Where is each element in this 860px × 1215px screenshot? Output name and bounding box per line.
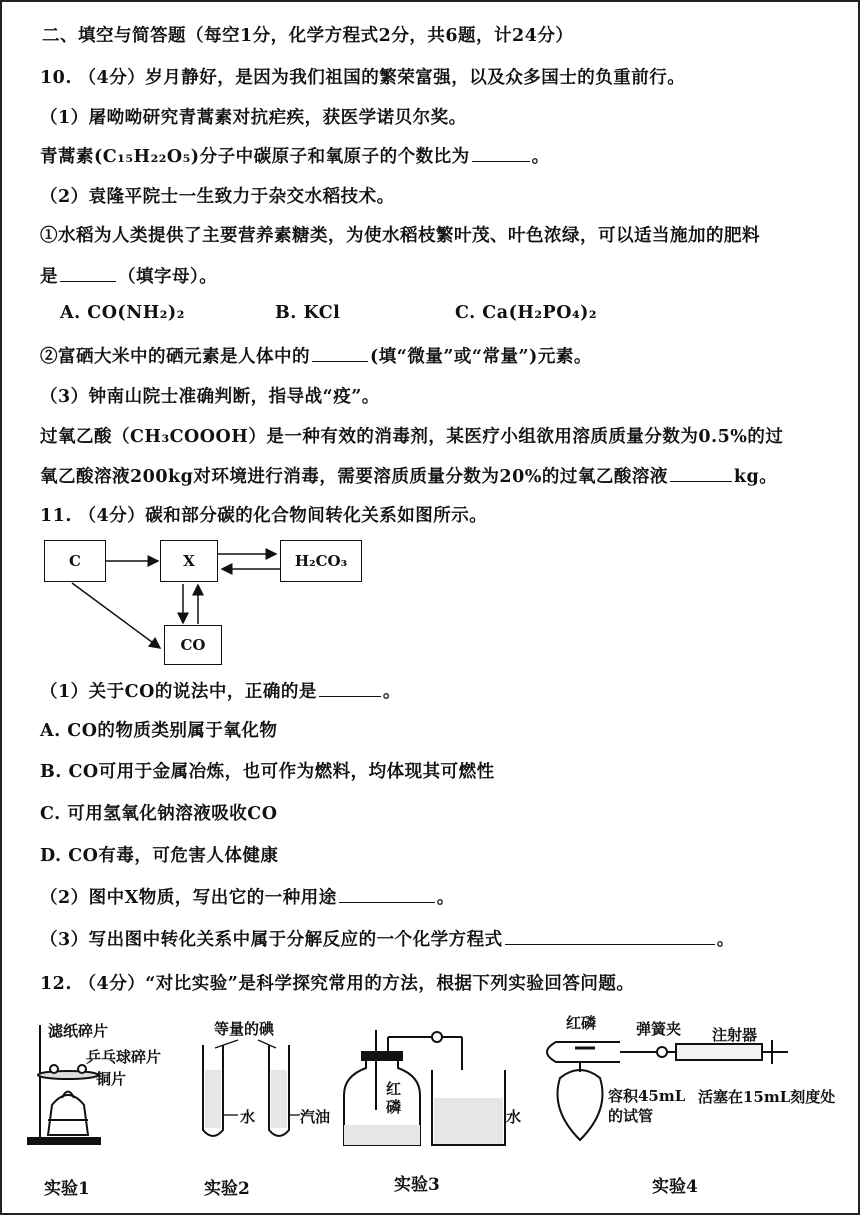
q10-part1-end: 。 — [531, 147, 550, 167]
q10-part2-q1-hint: （填字母）。 — [118, 267, 218, 287]
node-c: C — [44, 540, 106, 582]
choice-c: C. 可用氢氧化钠溶液吸收CO — [40, 804, 278, 824]
q10-part1: （1）屠呦呦研究青蒿素对抗疟疾，获医学诺贝尔奖。 — [40, 108, 467, 128]
caption-exp4: 实验4 — [652, 1177, 698, 1197]
exp3-label-phosphorus: 红磷 — [386, 1080, 402, 1116]
q11-stem: 11. （4分）碳和部分碳的化合物间转化关系如图所示。 — [40, 506, 488, 526]
exp4-label-phosphorus: 红磷 — [566, 1014, 597, 1032]
exp2-label-iodine: 等量的碘 — [214, 1020, 275, 1038]
node-co: CO — [164, 625, 222, 665]
choice-a: A. CO的物质类别属于氧化物 — [40, 721, 278, 741]
section-title: 二、填空与简答题（每空1分，化学方程式2分，共6题，计24分） — [42, 26, 574, 46]
choice-b: B. CO可用于金属冶炼，也可作为燃料，均体现其可燃性 — [40, 762, 495, 782]
q10-part2-q2-text: ②富硒大米中的硒元素是人体中的 — [40, 347, 310, 367]
exp1-label-pingpong: 乒乓球碎片 — [86, 1048, 162, 1066]
exp1-label-copper: 铜片 — [96, 1070, 127, 1088]
exp3-apparatus — [344, 1030, 505, 1145]
exp4-label-piston: 活塞在15mL刻度处 — [698, 1088, 836, 1106]
choice-d: D. CO有毒，可危害人体健康 — [40, 846, 279, 866]
exp1-label-filter: 滤纸碎片 — [48, 1022, 109, 1040]
q10-part1-text: 青蒿素(C₁₅H₂₂O₅)分子中碳原子和氧原子的个数比为 — [40, 147, 470, 167]
exp4-label-clip: 弹簧夹 — [636, 1020, 682, 1038]
node-h2co3: H₂CO₃ — [280, 540, 362, 582]
q10-part3: （3）钟南山院士准确判断，指导战“疫”。 — [40, 387, 380, 407]
q10-part2-q1: ①水稻为人类提供了主要营养素糖类，为使水稻枝繁叶茂、叶色浓绿，可以适当施加的肥料 — [40, 226, 760, 246]
q11-part3-end: 。 — [716, 930, 735, 950]
q11-part1-end: 。 — [382, 682, 401, 702]
exp2-label-water: 水 — [240, 1108, 256, 1126]
node-x: X — [160, 540, 218, 582]
q11-part2-end: 。 — [436, 888, 455, 908]
q10-part3-line1: 过氧乙酸（CH₃COOOH）是一种有效的消毒剂，某医疗小组欲用溶质质量分数为0.5%的过 — [40, 427, 784, 447]
option-a: A. CO(NH₂)₂ — [60, 303, 185, 323]
q11-part3-text: （3）写出图中转化关系中属于分解反应的一个化学方程式 — [40, 930, 503, 950]
q10-part2-q2-hint: (填“微量”或“常量”)元素。 — [370, 347, 592, 367]
caption-exp2: 实验2 — [204, 1179, 250, 1199]
q11-part1-text: （1）关于CO的说法中，正确的是 — [40, 682, 317, 702]
exp3-label-water: 水 — [506, 1108, 522, 1126]
exp4-label-syringe: 注射器 — [712, 1026, 758, 1044]
caption-exp1: 实验1 — [44, 1179, 90, 1199]
q11-part2-text: （2）图中X物质，写出它的一种用途 — [40, 888, 337, 908]
exp1-apparatus — [28, 1025, 100, 1144]
q10-part3-line2-text: 氧乙酸溶液200kg对环境进行消毒，需要溶质质量分数为20%的过氧乙酸溶液 — [40, 467, 668, 487]
exp2-label-gasoline: 汽油 — [300, 1108, 331, 1126]
exp4-label-tube: 容积45mL的试管 — [608, 1087, 686, 1125]
q10-part2: （2）袁隆平院士一生致力于杂交水稻技术。 — [40, 187, 395, 207]
q10-stem: 10. （4分）岁月静好，是因为我们祖国的繁荣富强，以及众多国士的负重前行。 — [40, 68, 686, 88]
option-b: B. KCl — [275, 303, 341, 323]
q10-part3-unit: kg。 — [733, 467, 778, 487]
option-c: C. Ca(H₂PO₄)₂ — [455, 303, 598, 323]
q10-part2-q1-lead: 是 — [40, 267, 58, 287]
caption-exp3: 实验3 — [394, 1175, 440, 1195]
q12-stem: 12. （4分）“对比实验”是科学探究常用的方法，根据下列实验回答问题。 — [40, 974, 635, 994]
